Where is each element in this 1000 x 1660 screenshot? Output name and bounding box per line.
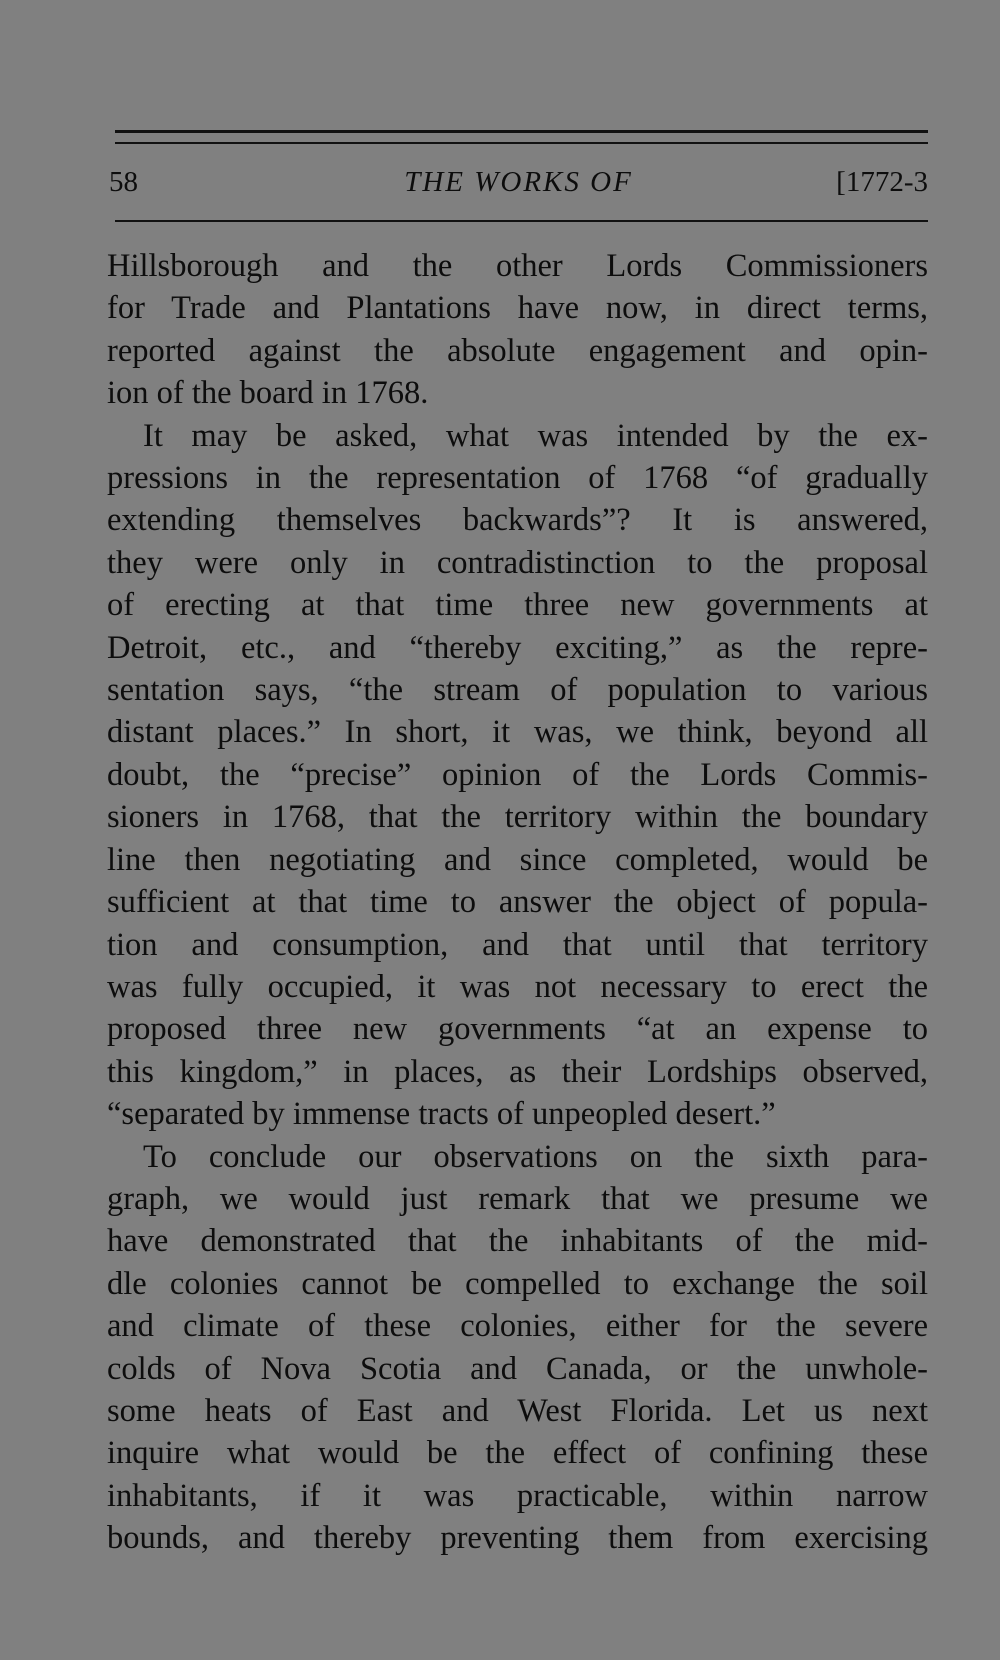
header-rule-second (115, 142, 928, 144)
text-line: inhabitants, if it was practicable, within narrow (107, 1477, 928, 1514)
text-line: inquire what would be the effect of confining these (107, 1435, 928, 1472)
text-line: this kingdom,” in places, as their Lordships observed, (107, 1053, 928, 1090)
running-title: THE WORKS OF (404, 166, 633, 198)
text-line: bounds, and thereby preventing them from exercising (107, 1520, 928, 1557)
text-line: pressions in the representation of 1768 “of gradually (107, 460, 928, 497)
text-line: To conclude our observations on the sixth para- (143, 1138, 928, 1175)
running-date: [1772-3 (836, 166, 928, 198)
page-number: 58 (109, 166, 138, 198)
text-line: dle colonies cannot be compelled to exchange the soil (107, 1265, 928, 1302)
paragraph (107, 245, 928, 415)
text-line: was fully occupied, it was not necessary to erect the (107, 968, 928, 1005)
text-line: ion of the board in 1768. (107, 375, 429, 412)
text-line: and climate of these colonies, either for the severe (107, 1308, 928, 1345)
body-text (107, 245, 928, 1560)
text-line: extending themselves backwards”? It is answered, (107, 502, 928, 539)
header-rule-top (115, 130, 928, 133)
text-line: of erecting at that time three new governments at (107, 587, 928, 624)
text-line: some heats of East and West Florida. Let us next (107, 1392, 928, 1429)
text-line: for Trade and Plantations have now, in direct terms, (107, 290, 928, 327)
text-line: sioners in 1768, that the territory within the boundary (107, 799, 928, 836)
text-line: have demonstrated that the inhabitants of the mid- (107, 1223, 928, 1260)
text-line: “separated by immense tracts of unpeopled desert.” (107, 1096, 776, 1133)
text-line: Hillsborough and the other Lords Commissioners (107, 248, 928, 284)
text-line: sufficient at that time to answer the object of popula- (107, 884, 928, 921)
text-line: line then negotiating and since completed, would be (107, 841, 928, 878)
header-rule-bottom (115, 220, 928, 222)
text-line: tion and consumption, and that until that territory (107, 926, 928, 963)
text-line: doubt, the “precise” opinion of the Lords Commis- (107, 756, 928, 793)
text-line: It may be asked, what was intended by the ex- (143, 417, 928, 454)
text-line: reported against the absolute engagement and opin- (107, 332, 928, 369)
text-line: sentation says, “the stream of population to various (107, 672, 928, 709)
text-line: colds of Nova Scotia and Canada, or the unwhole- (107, 1350, 928, 1387)
text-line: proposed three new governments “at an expense to (107, 1011, 928, 1048)
paragraph (107, 415, 928, 1136)
text-line: distant places.” In short, it was, we think, beyond all (107, 714, 928, 751)
text-line: graph, we would just remark that we presume we (107, 1180, 928, 1217)
text-line: they were only in contradistinction to the proposal (107, 544, 928, 581)
running-head (109, 162, 928, 202)
text-line: Detroit, etc., and “thereby exciting,” as the repre- (107, 629, 928, 666)
paragraph (107, 1136, 928, 1560)
